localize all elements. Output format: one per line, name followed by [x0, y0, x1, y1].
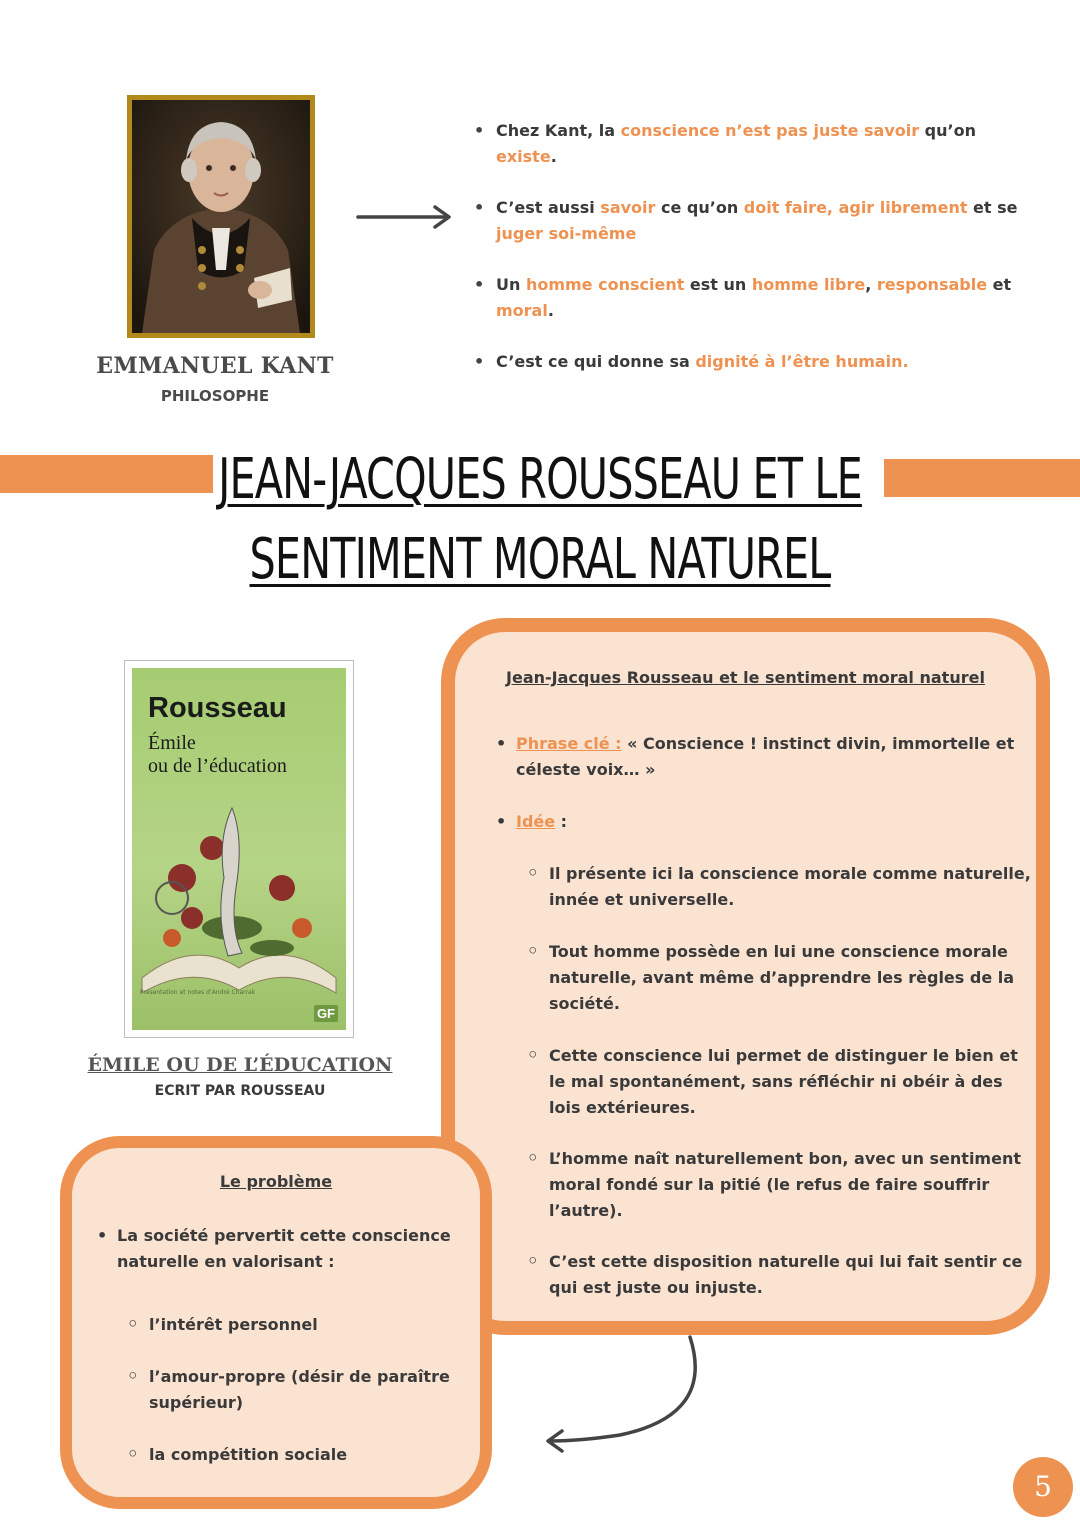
problem-point-line: supérieur)	[149, 1393, 244, 1412]
problem-intro-line-1: La société pervertit cette conscience	[117, 1226, 451, 1245]
idea-point	[549, 1249, 1022, 1301]
idea-point-line: lois extérieures.	[549, 1098, 696, 1117]
idea-point	[549, 1043, 1018, 1121]
idea-point	[549, 939, 1014, 1017]
key-phrase-quote-2: céleste voix… »	[516, 760, 656, 779]
highlight-text: juger soi-même	[496, 224, 637, 243]
kant-role: PHILOSOPHE	[160, 387, 270, 405]
book-caption: ÉMILE OU DE L’ÉDUCATION	[87, 1054, 393, 1076]
book-cover-presentation: Présentation et notes d’André Charrak	[140, 989, 256, 996]
idea-point-line: moral fondé sur la pitié (le refus de faire souffrir	[549, 1175, 990, 1194]
book-caption-sub: ECRIT PAR ROUSSEAU	[154, 1083, 326, 1099]
bullet-text: ,	[865, 275, 877, 294]
idea-item	[516, 809, 567, 835]
problem-box-heading: Le problème	[219, 1172, 333, 1191]
key-phrase-item	[516, 731, 1014, 783]
publisher-logo: GF	[314, 1005, 338, 1022]
bullet-text: .	[550, 147, 557, 166]
problem-point-line: l’amour-propre (désir de paraître	[149, 1367, 450, 1386]
bullet-text: qu’on	[919, 121, 976, 140]
kant-name: EMMANUEL KANT	[96, 353, 334, 379]
highlight-text: moral	[496, 301, 548, 320]
idea-point-line: C’est cette disposition naturelle qui lui fait sentir ce	[549, 1252, 1023, 1271]
curved-arrow-icon	[540, 1335, 720, 1455]
page-number: 5	[1013, 1457, 1073, 1517]
idea-point-line: Tout homme possède en lui une conscience morale	[549, 942, 1008, 961]
idea-point-line: Il présente ici la conscience morale comme naturelle,	[549, 864, 1031, 883]
idea-label: Idée	[516, 812, 556, 831]
kant-bullet	[470, 118, 1030, 170]
book-cover-author: Rousseau	[148, 692, 287, 724]
book-cover-title-1: Émile	[148, 732, 196, 754]
kant-portrait	[127, 95, 315, 338]
book-illustration	[132, 778, 346, 998]
problem-point	[149, 1442, 347, 1468]
problem-intro-line-2: naturelle en valorisant :	[117, 1252, 335, 1271]
idea-point-line: qui est juste ou injuste.	[549, 1278, 763, 1297]
problem-point-line: la compétition sociale	[149, 1445, 348, 1464]
bullet-text: et se	[967, 198, 1018, 217]
highlight-text: homme libre	[751, 275, 866, 294]
bullet-text: Un	[496, 275, 526, 294]
book-cover-title-2: ou de l’éducation	[148, 755, 287, 777]
bullet-text: Chez Kant, la	[496, 121, 621, 140]
highlight-text: savoir	[600, 198, 656, 217]
section-title	[97, 440, 983, 600]
idea-point-line: innée et universelle.	[549, 890, 735, 909]
problem-intro	[117, 1223, 451, 1275]
key-phrase-label: Phrase clé :	[516, 734, 622, 753]
kant-bullet	[470, 272, 1030, 324]
idea-point-line: société.	[549, 994, 620, 1013]
problem-point	[149, 1364, 450, 1416]
problem-point	[149, 1312, 318, 1338]
bullet-text: C’est ce qui donne sa	[496, 352, 696, 371]
section-title-line-2: SENTIMENT MORAL NATUREL	[249, 527, 831, 592]
idea-point-line: le mal spontanément, sans réfléchir ni obéir à des	[549, 1072, 1003, 1091]
section-title-line-1: JEAN-JACQUES ROUSSEAU ET LE	[218, 447, 862, 512]
idea-colon: :	[555, 812, 568, 831]
bullet-text: C’est aussi	[496, 198, 601, 217]
idea-point-line: L’homme naît naturellement bon, avec un sentiment	[549, 1149, 1021, 1168]
idea-point-line: l’autre).	[549, 1201, 623, 1220]
highlight-text: doit faire, agir librement	[743, 198, 968, 217]
idea-point-line: naturelle, avant même d’apprendre les règles de la	[549, 968, 1015, 987]
idea-point	[549, 1146, 1021, 1224]
kant-bullet	[470, 195, 1030, 247]
book-cover	[124, 660, 354, 1038]
bullet-text: et	[987, 275, 1012, 294]
highlight-text: existe	[496, 147, 551, 166]
highlight-text: conscience n’est pas juste savoir	[620, 121, 920, 140]
bullet-text: est un	[684, 275, 752, 294]
bullet-text: ce qu’on	[655, 198, 744, 217]
key-phrase-quote: « Conscience ! instinct divin, immortelle et	[627, 734, 1015, 753]
problem-box	[60, 1136, 492, 1509]
highlight-text: homme conscient	[525, 275, 685, 294]
kant-bullet	[470, 349, 1030, 375]
bullet-text: .	[547, 301, 554, 320]
right-arrow-icon	[355, 203, 455, 233]
idea-point	[549, 861, 1031, 913]
rousseau-box-heading: Jean-Jacques Rousseau et le sentiment moral naturel	[506, 668, 985, 687]
highlight-text: dignité à l’être humain.	[695, 352, 909, 371]
problem-point-line: l’intérêt personnel	[149, 1315, 318, 1334]
idea-point-line: Cette conscience lui permet de distinguer le bien et	[549, 1046, 1018, 1065]
book-cover-title	[148, 732, 287, 778]
highlight-text: responsable	[876, 275, 988, 294]
rousseau-box	[441, 618, 1050, 1335]
kant-bullet-list	[470, 118, 1030, 400]
